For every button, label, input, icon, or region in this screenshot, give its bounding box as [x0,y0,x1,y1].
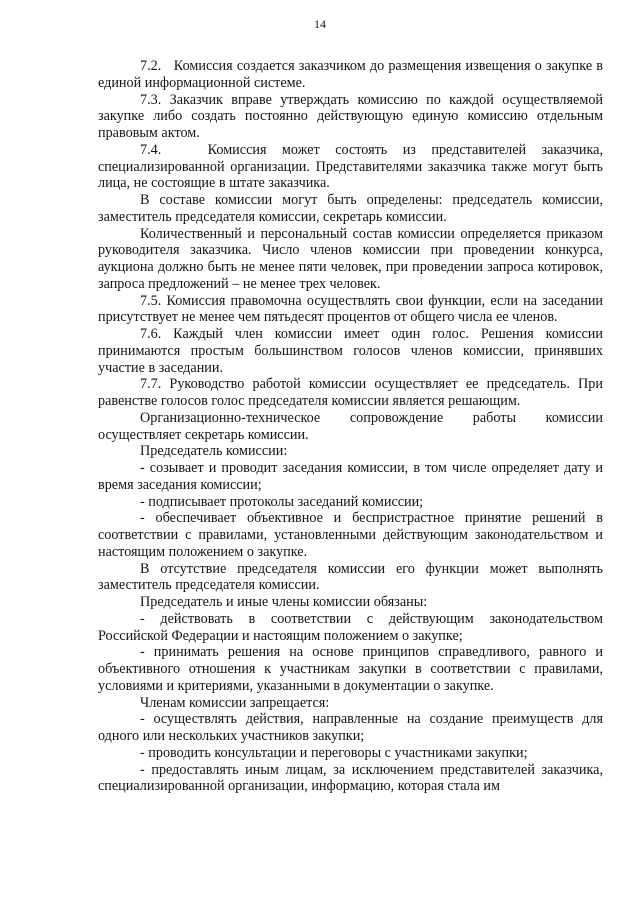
paragraph: В отсутствие председателя комиссии его функции может выполнять заместитель председателя комиссии. [98,560,603,594]
paragraph: 7.2. Комиссия создается заказчиком до размещения извещения о закупке в единой информационной системе. [98,58,603,91]
paragraph: 7.6. Каждый член комиссии имеет один голос. Решения комиссии принимаются простым большинством голосов членов комиссии, принявших участие в заседании. [98,326,603,376]
list-item: - предоставлять иным лицам, за исключением представителей заказчика, специализированной организации, информацию, которая стала им [98,761,603,795]
paragraph: Председатель и иные члены комиссии обязаны: [140,594,428,610]
document-body [98,58,603,795]
list-item: - осуществлять действия, направленные на создание преимуществ для одного или нескольких участников закупки; [98,711,603,744]
paragraph: 7.4. Комиссия может состоять из представителей заказчика, специализированной организации. Представителями заказчика также могут быть лица, не состоящие в штате заказчика. [98,141,603,192]
paragraph: Членам комиссии запрещается: [140,694,330,711]
paragraph: Организационно-техническое сопровождение работы комиссии осуществляет секретарь комиссии. [98,409,603,443]
paragraph: 7.5. Комиссия правомочна осуществлять свои функции, если на заседании присутствует не менее чем пятьдесят процентов от общего числа ее членов. [98,292,603,326]
list-item: - подписывает протоколы заседаний комиссии; [140,493,424,510]
paragraph: Председатель комиссии: [140,443,288,460]
page-number: 14 [314,17,326,31]
list-item: - созывает и проводит заседания комиссии, в том числе определяет дату и время заседания комиссии; [98,460,603,493]
list-item: - проводить консультации и переговоры с участниками закупки; [140,744,528,761]
paragraph: Количественный и персональный состав комиссии определяется приказом руководителя заказчика. Число членов комиссии при проведении конкурса, аукциона должно быть не менее пяти человек, при проведении запроса котировок, запроса предложений – не менее трех человек. [98,225,603,292]
list-item: - действовать в соответствии с действующим законодательством Российской Федерации и настоящим положением о закупке; [98,610,603,644]
paragraph: 7.3. Заказчик вправе утверждать комиссию по каждой осуществляемой закупке либо создать постоянно действующую единую комиссию отдельным правовым актом. [98,91,603,141]
list-item: - принимать решения на основе принципов справедливого, равного и объективного отношения к участникам закупки в соответствии с правилами, условиями и критериями, указанными в документации о закупке. [98,644,603,694]
paragraph: 7.7. Руководство работой комиссии осуществляет ее председатель. При равенстве голосов голос председателя комиссии является решающим. [98,376,603,409]
list-item: - обеспечивает объективное и беспристрастное принятие решений в соответствии с правилами, установленными действующим законодательством и настоящим положением о закупке. [98,510,603,560]
paragraph: В составе комиссии могут быть определены: председатель комиссии, заместитель председателя комиссии, секретарь комиссии. [98,192,603,225]
